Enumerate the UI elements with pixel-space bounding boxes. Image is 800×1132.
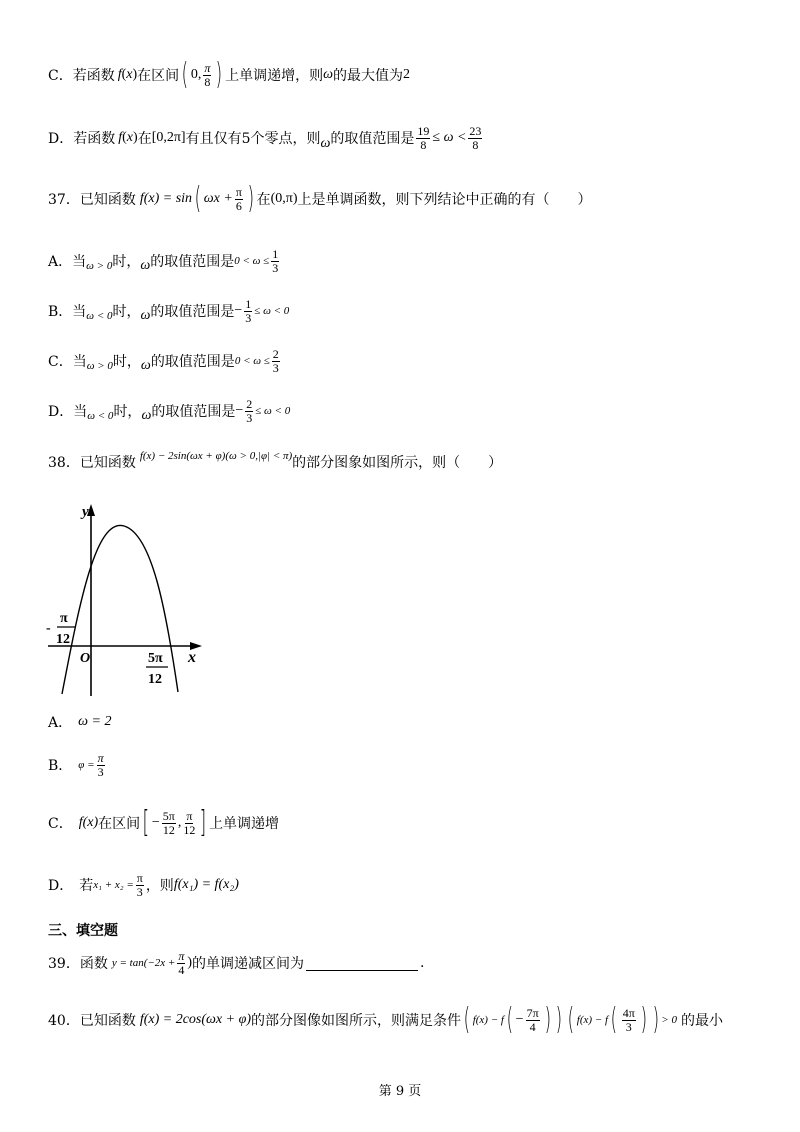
section-title: 三、填空题 bbox=[48, 923, 118, 939]
pos-tick-num: 5π bbox=[148, 651, 163, 666]
q37-option-b: B． 当 ω < 0 时， ω 的取值范围是 − $\frac{1}{3}$ ≤ ω < 0 bbox=[48, 297, 290, 325]
q40-stem: 40． 已知函数 f(x) = 2cos(ωx + φ) 的部分图像如图所示，则满足条件 ( f(x) − f ( − $\frac{7\pi}{4}$ ) ) ( f(x) − f ( $\frac{4\pi}{3}$ ) ) > 0 的最小 bbox=[48, 1002, 723, 1037]
fraction: $\frac{1}{3}$ bbox=[245, 297, 252, 325]
y-label: y bbox=[82, 504, 89, 520]
fraction: $\frac{23}{8}$ bbox=[469, 124, 482, 152]
fraction: $\frac{\pi}{8}$ bbox=[204, 60, 211, 89]
page-number: 第 9 页 bbox=[378, 1084, 422, 1099]
sine-graph bbox=[44, 500, 214, 700]
q38-option-a: A． ω = 2 bbox=[48, 714, 112, 731]
fraction: $\frac{2}{3}$ bbox=[246, 397, 253, 425]
q37-option-a: A． 当 ω > 0 时， ω 的取值范围是 0 < ω ≤ $\frac{1}{3}$ bbox=[48, 247, 279, 275]
q39-stem: 39． 函数 y = tan(−2x + $\frac{\pi}{4}$ ) 的单调递减区间为 . bbox=[48, 949, 425, 977]
pos-tick-den: 12 bbox=[148, 672, 162, 687]
fraction: $\frac{7\pi}{4}$ bbox=[526, 1005, 539, 1034]
fraction: $\frac{\pi}{4}$ bbox=[178, 949, 185, 977]
neg-tick-sign: - bbox=[46, 621, 51, 636]
q36-option-d: D． 若函数 f ( x ) 在 [0,2π] 有且仅有5个零点，则 ω 的取值范围是 $\frac{19}{8}$ ≤ ω < $\frac{23}{8}$ bbox=[48, 124, 482, 152]
q38-option-d: D． 若 x₁ + x₂ = $\frac{\pi}{3}$ ，则 f(x₁) = f(x₂) bbox=[48, 871, 239, 899]
fraction: $\frac{4\pi}{3}$ bbox=[622, 1005, 635, 1034]
q36-option-c: C． 若函数 f ( x ) 在区间 ( 0, $\frac{\pi}{8}$ ) 上单调递增，则 ω 的最大值为 2 bbox=[48, 57, 411, 92]
fraction: $\frac{\pi}{3}$ bbox=[136, 871, 143, 899]
neg-tick-num: π bbox=[60, 611, 68, 626]
fraction: $\frac{\pi}{6}$ bbox=[235, 184, 242, 213]
q37-option-c: C． 当 ω > 0 时， ω 的取值范围是 0 < ω ≤ $\frac{2}{3}$ bbox=[48, 347, 279, 375]
fraction: $\frac{\pi}{3}$ bbox=[97, 751, 104, 779]
q38-stem: 38． 已知函数 f(x) − 2sin(ωx + φ)(ω > 0,|φ| < π) 的部分图象如图所示，则（ ） bbox=[48, 450, 503, 471]
fraction: $\frac{2}{3}$ bbox=[272, 347, 279, 375]
q38-option-b: B． φ = $\frac{\pi}{3}$ bbox=[48, 751, 104, 779]
origin-label: O bbox=[80, 651, 91, 666]
fraction: $\frac{5\pi}{12}$ bbox=[162, 808, 175, 837]
fraction: $\frac{19}{8}$ bbox=[417, 124, 430, 152]
neg-tick-den: 12 bbox=[56, 632, 70, 647]
fraction: $\frac{\pi}{12}$ bbox=[183, 808, 196, 837]
sine-curve bbox=[62, 525, 178, 694]
fraction: $\frac{1}{3}$ bbox=[272, 247, 279, 275]
q37-stem: 37． 已知函数 f(x) = sin ( ωx + $\frac{\pi}{6}$ ) 在 (0,π) 上是单调函数，则下列结论中正确的有（ ） bbox=[48, 181, 592, 216]
q37-option-d: D． 当 ω < 0 时， ω 的取值范围是 − $\frac{2}{3}$ ≤ ω < 0 bbox=[48, 397, 291, 425]
answer-blank bbox=[306, 956, 418, 971]
q38-option-c: C． f(x) 在区间 [ − $\frac{5\pi}{12}$ , $\frac{\pi}{12}$ ] 上单调递增 bbox=[48, 805, 280, 840]
x-label: x bbox=[188, 649, 196, 666]
